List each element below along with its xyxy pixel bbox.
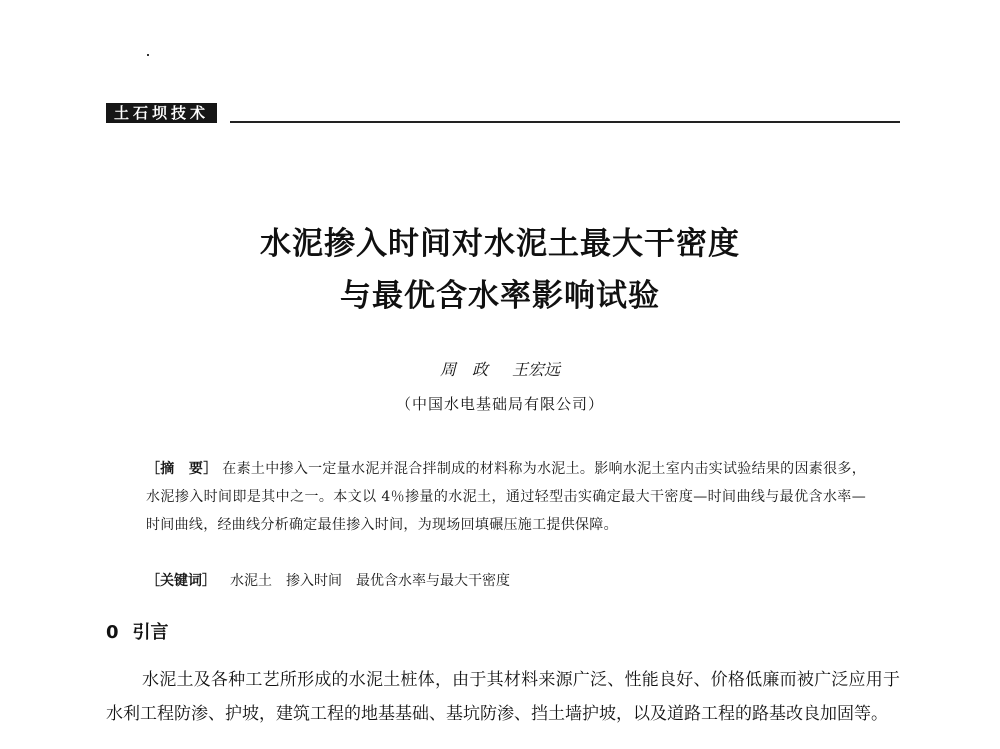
abstract (146, 455, 866, 539)
keywords-label: ［关键词］ (146, 573, 216, 589)
section-title: 引言 (132, 622, 169, 643)
affiliation: （中国水电基础局有限公司） (395, 395, 604, 413)
scan-speck (147, 54, 149, 56)
authors (0, 357, 1000, 380)
paper-title-line-2: 与最优含水率影响试验 (340, 278, 660, 314)
section-heading-introduction (106, 618, 169, 644)
paper-title-line-1: 水泥掺入时间对水泥土最大干密度 (260, 226, 740, 262)
section-number: 0 (106, 622, 119, 643)
keyword-3: 最优含水率与最大干密度 (356, 573, 510, 589)
keyword-1: 水泥土 (230, 573, 272, 589)
author-1: 周 政 (439, 360, 488, 379)
author-2: 王宏远 (512, 360, 561, 379)
keywords (146, 567, 866, 595)
keyword-2: 掺入时间 (286, 573, 342, 589)
abstract-label: ［摘 要］ (146, 461, 218, 477)
section-tag: 土石坝技术 (106, 103, 217, 123)
abstract-text: 在素土中掺入一定量水泥并混合拌制成的材料称为水泥土。影响水泥土室内击实试验结果的因素很多，水泥掺入时间即是其中之一。本文以 4％掺量的水泥土，通过轻型击实确定最大干密度—时间曲线与最优含水率—时间曲线，经曲线分析确定最佳掺入时间，为现场回填碾压施工提供保障。 (146, 461, 866, 533)
header-rule (230, 121, 900, 123)
introduction-paragraph: 水泥土及各种工艺所形成的水泥土桩体，由于其材料来源广泛、性能良好、价格低廉而被广泛应用于水利工程防渗、护坡，建筑工程的地基基础、基坑防渗、挡土墙护坡，以及道路工程的路基改良加固等。 (106, 670, 900, 724)
